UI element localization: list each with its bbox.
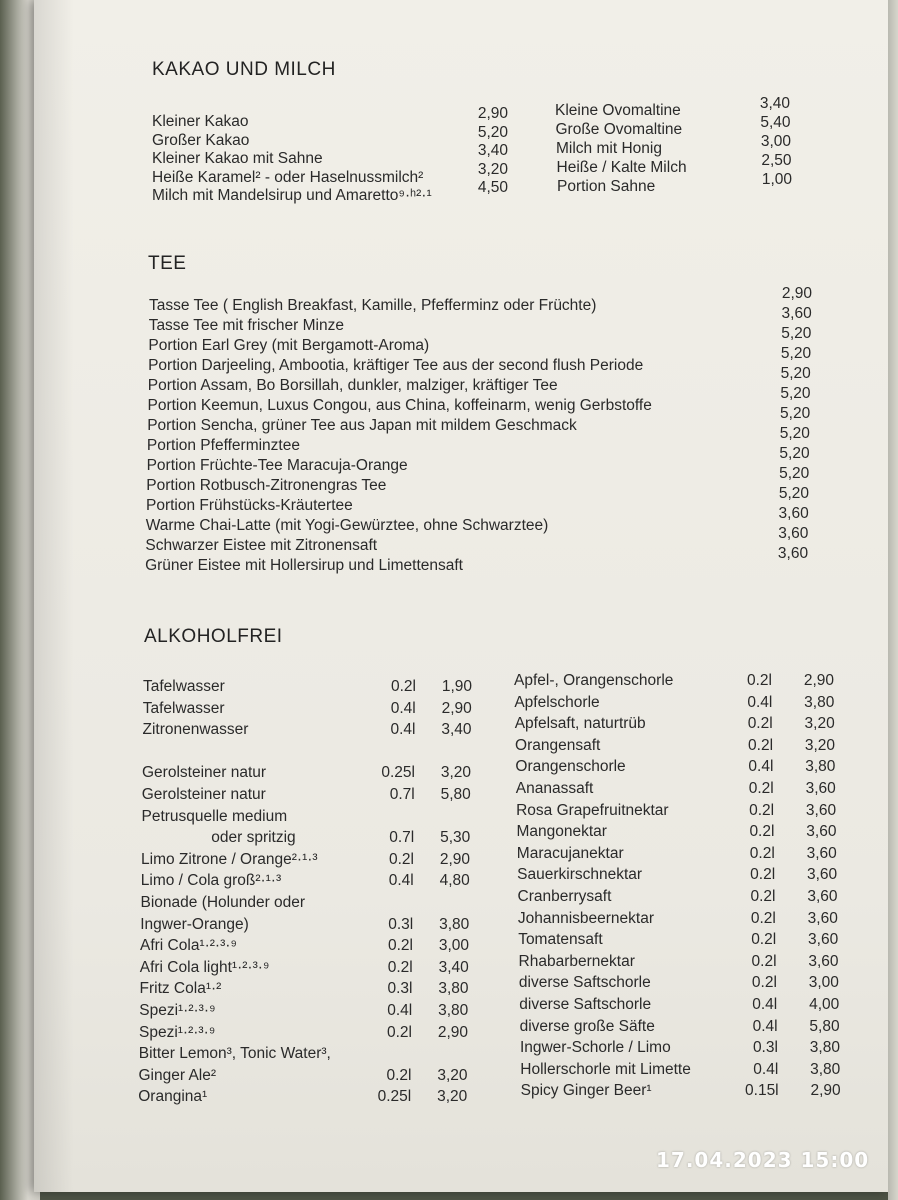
item-size: 0.2l <box>750 866 776 884</box>
item-price: 3,60 <box>807 909 838 927</box>
item-name: Apfel-, Orangenschorle <box>514 672 674 689</box>
item-price: 3,80 <box>804 693 835 711</box>
item-size: 0.2l <box>747 715 773 733</box>
item-size: 0.4l <box>388 872 414 890</box>
item-price: 5,40 <box>760 114 791 131</box>
item-name: Portion Earl Grey (mit Bergamott-Aroma) <box>148 337 430 354</box>
item-name: Portion Sahne <box>557 178 656 195</box>
item-name: Afri Cola light¹·²·³·⁹ <box>139 958 270 976</box>
item-size: 0.2l <box>749 823 775 841</box>
item-price: 5,20 <box>779 445 810 462</box>
item-size: 0.4l <box>387 1002 413 1019</box>
menu-item <box>141 828 470 847</box>
menu-item <box>515 736 835 755</box>
menu-item <box>138 1087 467 1106</box>
menu-item <box>514 693 834 712</box>
menu-item <box>520 1017 840 1036</box>
menu-item <box>555 95 790 120</box>
item-name: Orangina¹ <box>138 1088 208 1106</box>
item-price: 3,60 <box>806 823 837 841</box>
item-name: Tafelwasser <box>142 699 225 717</box>
section-heading-tee: TEE <box>148 253 187 274</box>
item-size: 0.4l <box>752 996 778 1013</box>
section-heading-alkoholfrei: ALKOHOLFREI <box>144 626 283 647</box>
item-name: Milch mit Honig <box>556 140 662 157</box>
item-size: 0.2l <box>749 801 775 819</box>
item-name: Portion Frühstücks-Kräutertee <box>146 497 353 514</box>
item-price: 5,20 <box>780 405 811 422</box>
item-price: 5,20 <box>780 365 811 382</box>
menu-item <box>142 742 471 761</box>
item-size: 0.4l <box>752 1017 778 1035</box>
menu-item <box>140 979 469 998</box>
menu-item <box>518 930 838 949</box>
item-name: Schwarzer Eistee mit Zitronensaft <box>145 537 378 554</box>
item-name: Bitter Lemon³, Tonic Water³, <box>138 1045 331 1063</box>
menu-item <box>141 850 470 869</box>
menu-item <box>152 123 508 150</box>
item-price: 3,60 <box>777 545 809 562</box>
item-name: Portion Sencha, grüner Tee aus Japan mit mildem Geschmack <box>147 417 577 434</box>
menu-item <box>515 714 835 733</box>
item-price: 2,90 <box>437 1023 468 1041</box>
item-price: 2,90 <box>439 850 470 868</box>
item-price: 5,30 <box>440 829 471 847</box>
item-price: 3,60 <box>781 305 812 322</box>
menu-item <box>142 763 471 782</box>
item-name: Rhabarbernektar <box>518 952 635 970</box>
item-price: 3,80 <box>438 1002 469 1019</box>
item-name: Portion Rotbusch-Zitronengras Tee <box>146 477 387 494</box>
item-price: 5,20 <box>778 485 809 502</box>
item-price: 3,40 <box>477 142 508 159</box>
item-name: Spicy Ginger Beer¹ <box>520 1082 652 1100</box>
menu-item <box>519 973 839 992</box>
item-name: Sauerkirschnektar <box>517 866 643 884</box>
item-price: 3,60 <box>806 844 837 862</box>
item-price: 3,80 <box>439 915 470 933</box>
item-name: diverse Saftschorle <box>518 974 651 992</box>
item-size: 0.3l <box>387 980 413 998</box>
item-price: 3,40 <box>759 95 790 112</box>
item-price: 4,80 <box>439 872 470 890</box>
menu-item <box>520 1060 840 1079</box>
menu-page <box>34 0 890 1192</box>
item-price: 5,80 <box>440 786 471 803</box>
item-name: Petrusquelle medium <box>141 807 288 825</box>
item-name: Ginger Ale² <box>138 1066 217 1084</box>
item-price: 2,90 <box>781 285 812 302</box>
menu-item <box>517 844 837 863</box>
item-name: diverse Saftschorle <box>519 996 652 1013</box>
item-name: Heiße / Kalte Milch <box>556 159 687 176</box>
menu-item <box>516 779 836 798</box>
item-name: Milch mit Mandelsirup und Amaretto⁹·ʰ²·¹ <box>152 187 432 204</box>
menu-item <box>139 1066 468 1085</box>
item-price: 5,20 <box>779 425 810 442</box>
item-size: 0.7l <box>389 829 415 847</box>
item-price: 5,20 <box>780 385 811 402</box>
item-name: Gerolsteiner natur <box>142 764 267 782</box>
menu-item <box>556 152 792 177</box>
item-price: 2,90 <box>477 105 508 122</box>
item-price: 5,20 <box>781 325 812 342</box>
item-name: Afri Cola¹·²·³·⁹ <box>140 937 238 955</box>
menu-item <box>516 822 836 841</box>
item-price: 3,20 <box>440 764 471 782</box>
item-size: 0.25l <box>381 764 415 782</box>
menu-item <box>140 958 469 977</box>
menu-item <box>149 285 812 315</box>
menu-item <box>140 936 469 955</box>
item-name: Johannisbeernektar <box>517 909 654 927</box>
item-name: diverse große Säfte <box>519 1017 655 1035</box>
item-name: Limo Zitrone / Orange²·¹·³ <box>141 850 318 868</box>
item-price: 3,20 <box>437 1066 468 1084</box>
item-price: 1,90 <box>441 678 472 695</box>
menu-item <box>143 699 472 718</box>
item-name: Grüner Eistee mit Hollersirup und Limettensaft <box>145 557 463 574</box>
menu-item <box>557 171 792 196</box>
item-name: Spezi¹·²·³·⁹ <box>139 1002 216 1019</box>
section-heading-kakao: KAKAO UND MILCH <box>152 59 336 80</box>
item-name: Apfelsaft, naturtrüb <box>514 715 646 733</box>
item-size: 0.2l <box>388 937 413 955</box>
menu-item <box>556 133 791 158</box>
item-price: 3,60 <box>806 866 838 884</box>
item-name: Hollerschorle mit Limette <box>520 1060 691 1078</box>
item-price: 1,00 <box>761 171 792 188</box>
menu-item <box>143 677 472 696</box>
item-price: 3,80 <box>805 758 836 776</box>
item-name: Bionade (Holunder oder <box>140 894 306 911</box>
menu-item <box>152 179 508 205</box>
item-price: 3,80 <box>438 980 469 998</box>
menu-item <box>515 757 835 776</box>
item-price: 3,00 <box>760 133 791 150</box>
item-size: 0.2l <box>748 780 774 797</box>
menu-item <box>140 915 469 934</box>
menu-item <box>518 909 838 928</box>
photo-timestamp: 17.04.2023 15:00 <box>656 1148 870 1172</box>
item-price: 3,60 <box>808 952 839 970</box>
menu-item <box>519 995 839 1014</box>
menu-item <box>139 1023 468 1042</box>
menu-item <box>143 720 472 739</box>
menu-item <box>518 887 838 906</box>
item-price: 5,80 <box>809 1017 840 1035</box>
item-name: Maracujanektar <box>516 844 624 862</box>
item-name: Ananassaft <box>515 780 594 797</box>
item-size: 0.7l <box>389 786 415 803</box>
item-name: Cranberrysaft <box>517 888 612 905</box>
item-name: Tasse Tee ( English Breakfast, Kamille, Pfefferminz oder Früchte) <box>149 297 597 314</box>
item-size: 0.4l <box>390 721 416 739</box>
item-name: Warme Chai-Latte (mit Yogi-Gewürztee, ohne Schwarztee) <box>145 517 549 534</box>
menu-item <box>516 801 836 820</box>
item-price: 5,20 <box>780 345 812 362</box>
item-name: Apfelschorle <box>514 693 600 711</box>
item-price: 4,50 <box>477 179 508 196</box>
menu-item <box>520 1038 840 1057</box>
item-name: oder spritzig <box>211 829 296 847</box>
item-name: Zitronenwasser <box>142 721 249 739</box>
menu-item <box>152 142 508 168</box>
item-price: 3,60 <box>808 931 839 949</box>
menu-item <box>141 893 470 912</box>
item-name: Rosa Grapefruitnektar <box>516 801 669 819</box>
menu-item <box>142 785 471 804</box>
item-name: Portion Assam, Bo Borsillah, dunkler, malziger, kräftiger Tee <box>147 377 558 394</box>
item-price: 3,60 <box>805 801 837 819</box>
menu-item <box>141 871 470 890</box>
menu-item <box>139 1001 468 1020</box>
item-size: 0.4l <box>748 758 774 776</box>
item-price: 5,20 <box>779 465 810 482</box>
menu-item <box>152 160 508 187</box>
item-name: Große Ovomaltine <box>555 121 683 138</box>
item-name: Mangonektar <box>516 823 607 841</box>
item-price: 3,60 <box>778 525 809 542</box>
menu-item <box>519 952 839 971</box>
item-price: 2,50 <box>761 152 792 169</box>
menu-item <box>555 114 791 139</box>
item-size: 0.4l <box>390 699 416 717</box>
item-name: Kleiner Kakao mit Sahne <box>152 150 323 167</box>
item-price: 4,00 <box>809 996 840 1013</box>
item-size: 0.4l <box>747 693 773 711</box>
item-size: 0.2l <box>751 974 777 992</box>
item-size: 0.2l <box>387 958 413 976</box>
item-size: 0.2l <box>386 1066 412 1084</box>
item-price: 3,80 <box>810 1060 841 1078</box>
item-name: Fritz Cola¹·² <box>139 980 222 998</box>
item-size: 0.2l <box>389 850 414 868</box>
item-price: 3,20 <box>437 1088 468 1106</box>
item-price: 3,40 <box>438 958 469 976</box>
item-size: 0.2l <box>387 1023 412 1041</box>
item-name: Ingwer-Schorle / Limo <box>519 1039 671 1057</box>
menu-item <box>152 105 508 131</box>
item-size: 0.2l <box>751 931 777 949</box>
item-name: Portion Darjeeling, Ambootia, kräftiger Tee aus der second flush Periode <box>148 357 644 374</box>
item-name: Großer Kakao <box>152 131 250 149</box>
item-name: Orangenschorle <box>515 758 626 776</box>
item-price: 2,90 <box>803 672 834 689</box>
item-name: Portion Keemun, Luxus Congou, aus China, koffeinarm, wenig Gerbstoffe <box>147 397 652 414</box>
item-name: Heiße Karamel² - oder Haselnussmilch² <box>152 168 424 186</box>
item-name: Portion Pfefferminztee <box>146 437 300 454</box>
item-price: 3,60 <box>807 888 838 905</box>
item-price: 3,40 <box>441 721 472 739</box>
item-name: Limo / Cola groß²·¹·³ <box>140 872 282 890</box>
item-price: 3,20 <box>477 160 508 178</box>
item-name: Kleiner Kakao <box>152 113 249 130</box>
menu-item <box>139 1044 468 1063</box>
item-price: 3,20 <box>804 715 835 733</box>
item-name: Tasse Tee mit frischer Minze <box>148 317 344 334</box>
item-name: Portion Früchte-Tee Maracuja-Orange <box>146 457 408 474</box>
item-price: 3,60 <box>805 780 836 797</box>
item-size: 0.25l <box>377 1088 412 1106</box>
item-price: 5,20 <box>477 123 508 141</box>
item-name: Tomatensaft <box>518 931 603 949</box>
item-size: 0.3l <box>388 915 414 933</box>
item-price: 3,20 <box>804 736 836 754</box>
menu-item <box>517 865 837 884</box>
right-page-edge <box>888 0 898 1200</box>
item-size: 0.2l <box>748 736 774 754</box>
item-name: Spezi¹·²·³·⁹ <box>139 1023 216 1041</box>
item-size: 0.2l <box>751 952 777 970</box>
menu-item <box>142 807 471 826</box>
menu-item <box>514 671 834 690</box>
item-size: 0.15l <box>745 1082 779 1100</box>
item-name: Gerolsteiner natur <box>141 786 266 803</box>
item-size: 0.2l <box>749 844 775 862</box>
item-price: 3,80 <box>809 1039 840 1057</box>
item-price: 2,90 <box>810 1082 841 1100</box>
item-price: 3,60 <box>778 505 809 522</box>
menu-item <box>521 1081 841 1100</box>
item-name: Ingwer-Orange) <box>140 915 249 933</box>
item-size: 0.2l <box>750 888 776 905</box>
item-name: Kleine Ovomaltine <box>555 102 681 119</box>
item-size: 0.2l <box>750 909 776 927</box>
item-name: Orangensaft <box>515 736 601 754</box>
item-size: 0.4l <box>753 1060 779 1078</box>
item-size: 0.2l <box>391 678 416 695</box>
item-price: 3,00 <box>438 937 469 955</box>
item-size: 0.2l <box>747 672 772 689</box>
item-size: 0.3l <box>752 1039 778 1057</box>
item-name: Tafelwasser <box>143 678 225 695</box>
item-price: 3,00 <box>808 974 839 992</box>
item-price: 2,90 <box>441 699 472 717</box>
